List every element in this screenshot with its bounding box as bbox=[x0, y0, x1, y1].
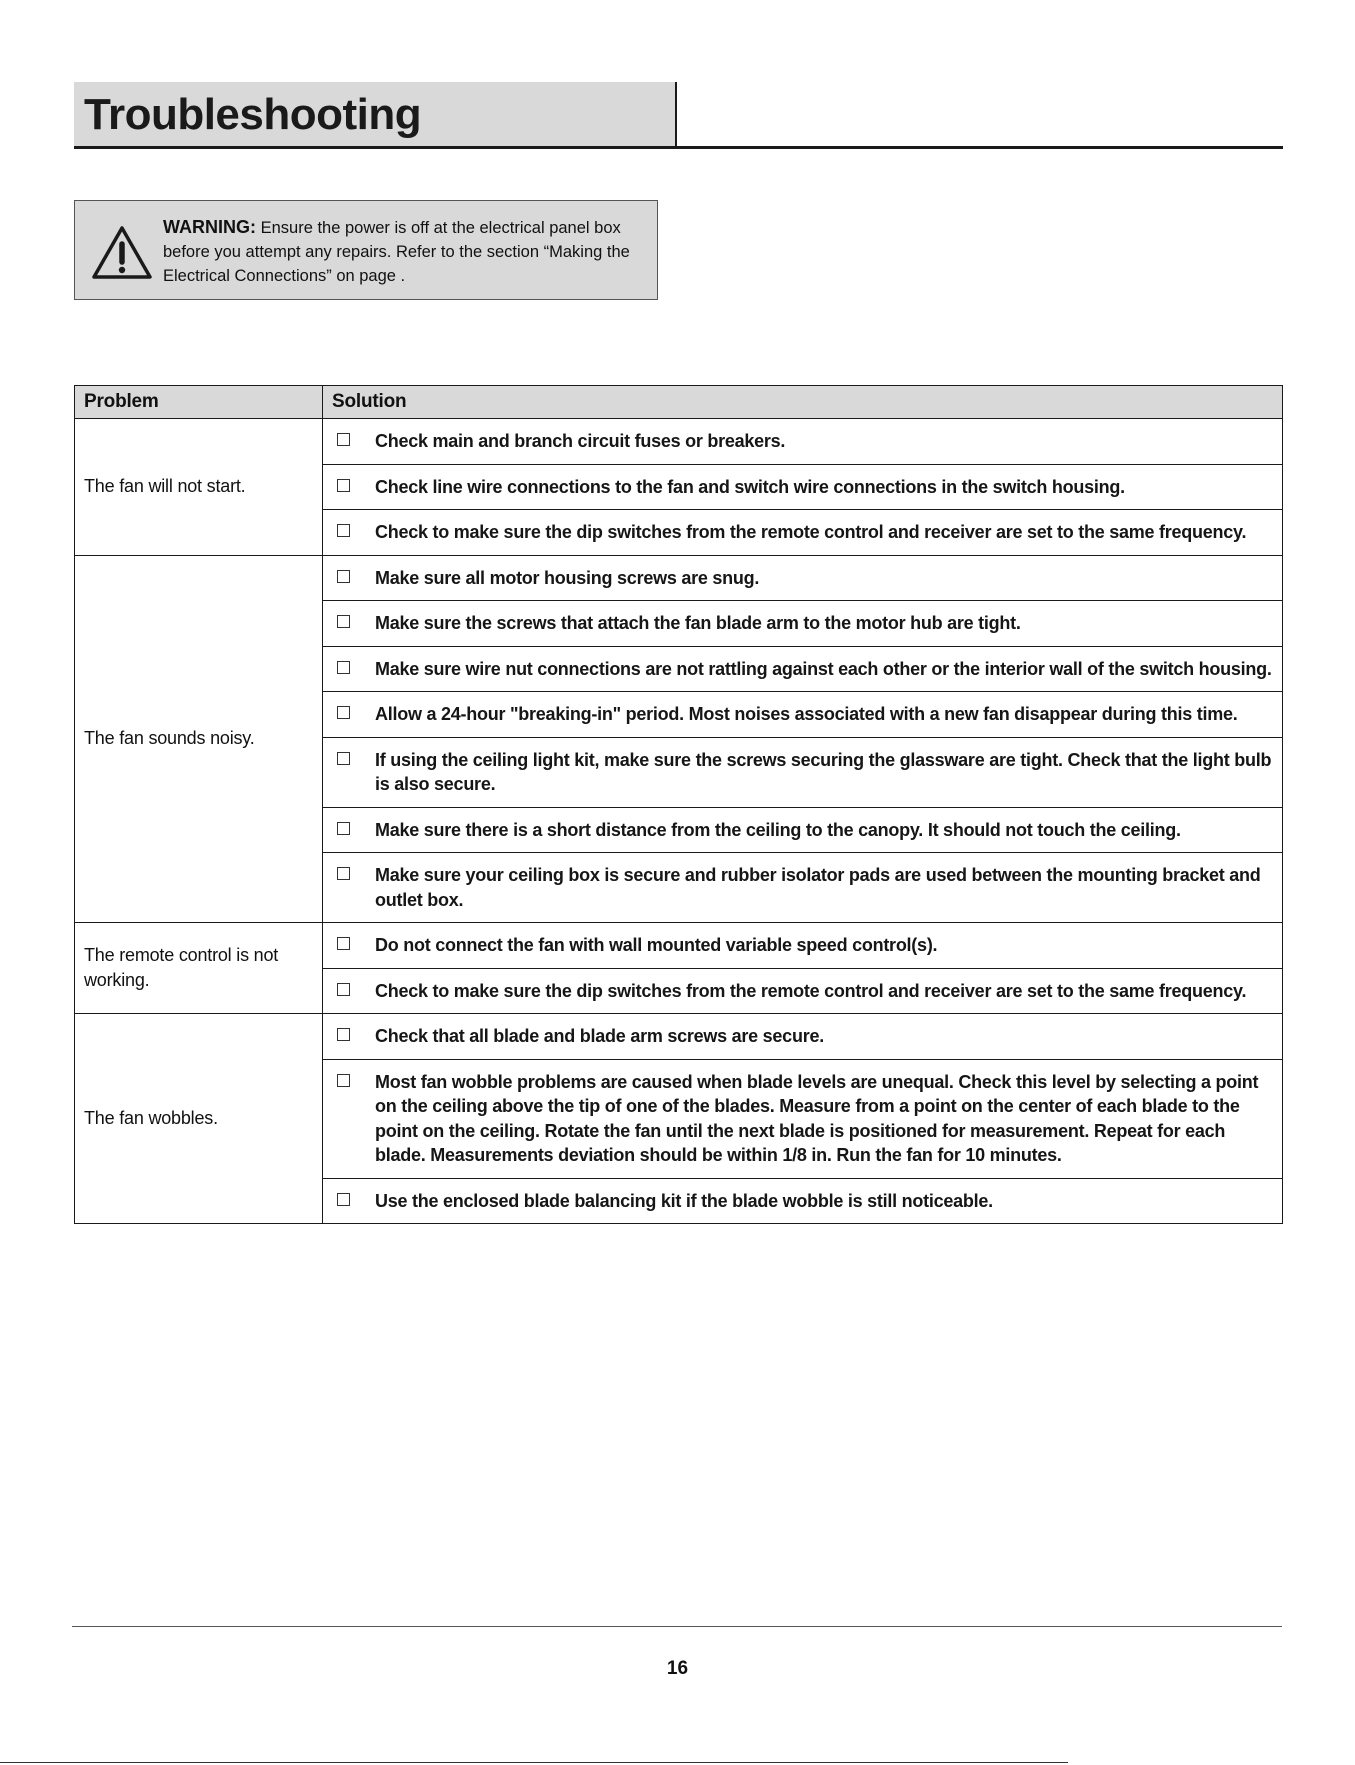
solution-cell bbox=[323, 968, 1283, 1014]
checkbox-icon bbox=[337, 706, 350, 719]
solution-cell bbox=[323, 807, 1283, 853]
problem-column-header: Problem bbox=[75, 386, 323, 419]
checkbox-icon bbox=[337, 1074, 350, 1087]
warning-message: Ensure the power is off at the electrical panel box before you attempt any repairs. Refer to the section “Making the Electrical Connections” on page . bbox=[163, 219, 630, 285]
page-title: Troubleshooting bbox=[84, 90, 422, 139]
checkbox-icon bbox=[337, 822, 350, 835]
solution-cell bbox=[323, 923, 1283, 969]
solution-text: Check line wire connections to the fan and switch wire connections in the switch housing. bbox=[375, 476, 1125, 497]
page-header bbox=[74, 82, 1283, 149]
solution-cell bbox=[323, 601, 1283, 647]
warning-text bbox=[163, 215, 653, 288]
table-row bbox=[75, 419, 1283, 465]
solution-column-header: Solution bbox=[323, 386, 1283, 419]
checkbox-icon bbox=[337, 615, 350, 628]
solution-text: If using the ceiling light kit, make sure the screws securing the glassware are tight. Check that the light bulb is also secure. bbox=[375, 749, 1272, 794]
problem-cell: The remote control is not working. bbox=[75, 923, 323, 1014]
problem-cell: The fan sounds noisy. bbox=[75, 555, 323, 923]
solution-text: Make sure wire nut connections are not rattling against each other or the interior wall of the switch housing. bbox=[375, 658, 1272, 679]
solution-text: Make sure your ceiling box is secure and rubber isolator pads are used between the mounting bracket and outlet box. bbox=[375, 865, 1261, 910]
solution-text: Make sure there is a short distance from the ceiling to the canopy. It should not touch the ceiling. bbox=[375, 819, 1181, 840]
warning-triangle-icon bbox=[91, 225, 153, 281]
bottom-divider bbox=[0, 1762, 1068, 1763]
checkbox-icon bbox=[337, 570, 350, 583]
solution-cell bbox=[323, 1014, 1283, 1060]
checkbox-icon bbox=[337, 1028, 350, 1041]
solution-text: Allow a 24-hour "breaking-in" period. Most noises associated with a new fan disappear during this time. bbox=[375, 704, 1238, 724]
table-row bbox=[75, 1014, 1283, 1060]
warning-box bbox=[74, 200, 658, 300]
solution-text: Check main and branch circuit fuses or breakers. bbox=[375, 431, 786, 451]
solution-text: Use the enclosed blade balancing kit if the blade wobble is still noticeable. bbox=[375, 1190, 993, 1211]
solution-cell bbox=[323, 737, 1283, 807]
solution-text: Most fan wobble problems are caused when blade levels are unequal. Check this level by selecting a point on the ceiling above the tip of one of the blades. Measure from a point on the center of each blade to the point on the ceiling. Rotate the fan until the next blade is positioned for measurement. Repeat for each blade. Measurements deviation should be within 1/8 in. Run the fan for 10 minutes. bbox=[375, 1071, 1259, 1165]
warning-label: WARNING: bbox=[163, 217, 256, 237]
checkbox-icon bbox=[337, 983, 350, 996]
solution-cell bbox=[323, 692, 1283, 738]
solution-text: Check to make sure the dip switches from the remote control and receiver are set to the same frequency. bbox=[375, 522, 1247, 542]
checkbox-icon bbox=[337, 433, 350, 446]
checkbox-icon bbox=[337, 524, 350, 537]
solution-text: Do not connect the fan with wall mounted variable speed control(s). bbox=[375, 935, 938, 955]
footer-divider bbox=[72, 1626, 1282, 1627]
solution-cell bbox=[323, 1178, 1283, 1224]
checkbox-icon bbox=[337, 1193, 350, 1206]
solution-cell bbox=[323, 555, 1283, 601]
troubleshooting-table bbox=[74, 385, 1283, 1224]
checkbox-icon bbox=[337, 661, 350, 674]
solution-text: Make sure all motor housing screws are snug. bbox=[375, 567, 760, 588]
solution-cell bbox=[323, 510, 1283, 556]
page-number: 16 bbox=[666, 1658, 689, 1679]
solution-cell bbox=[323, 646, 1283, 692]
table-row bbox=[75, 923, 1283, 969]
checkbox-icon bbox=[337, 867, 350, 880]
header-title-box bbox=[74, 82, 677, 146]
checkbox-icon bbox=[337, 752, 350, 765]
table-header-row bbox=[75, 386, 1283, 419]
checkbox-icon bbox=[337, 479, 350, 492]
solution-text: Check to make sure the dip switches from the remote control and receiver are set to the same frequency. bbox=[375, 980, 1247, 1001]
solution-cell bbox=[323, 1059, 1283, 1178]
solution-text: Check that all blade and blade arm screws are secure. bbox=[375, 1026, 824, 1046]
problem-cell: The fan will not start. bbox=[75, 419, 323, 556]
solution-text: Make sure the screws that attach the fan blade arm to the motor hub are tight. bbox=[375, 613, 1021, 633]
table-row bbox=[75, 555, 1283, 601]
solution-cell bbox=[323, 853, 1283, 923]
checkbox-icon bbox=[337, 937, 350, 950]
solution-cell bbox=[323, 464, 1283, 510]
problem-cell: The fan wobbles. bbox=[75, 1014, 323, 1224]
solution-cell bbox=[323, 419, 1283, 465]
